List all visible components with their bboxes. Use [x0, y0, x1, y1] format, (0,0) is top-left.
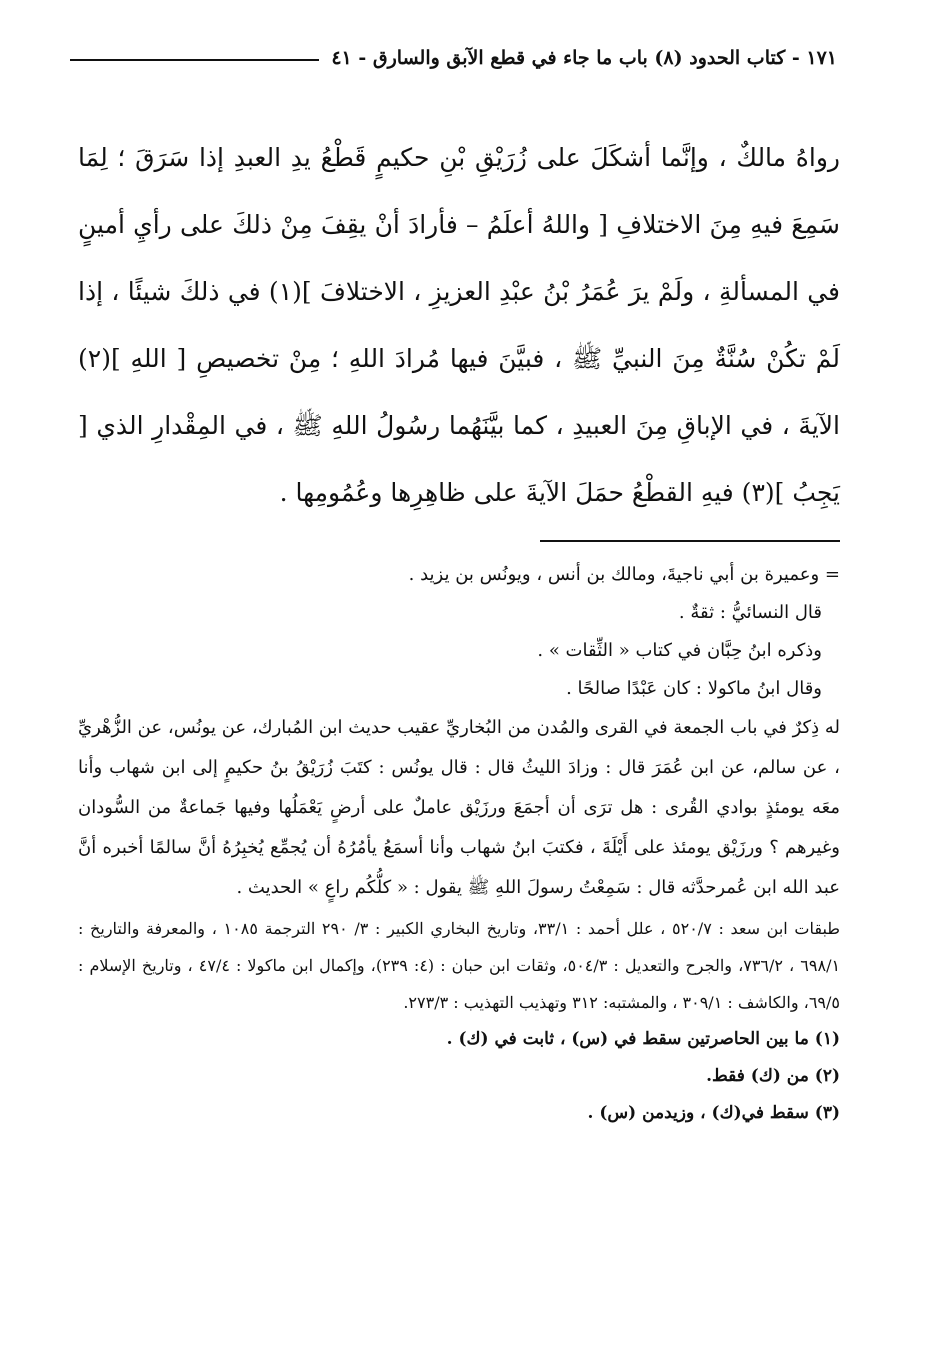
footnote-1: (١) ما بين الحاصرتين سقط في (س) ، ثابت في (ك) . — [446, 1029, 840, 1049]
running-header — [70, 38, 837, 78]
main-text-block — [78, 124, 840, 526]
note-line: = وعميرة بن أبي ناجيةَ، ومالك بن أنس ، ويونُس بن يزيد . — [408, 564, 840, 585]
footnote-3: (٣) سقط في(ك) ، وزيدمن (س) . — [587, 1103, 840, 1123]
footnote-2: (٢) من (ك) فقط. — [706, 1066, 840, 1086]
main-paragraph: رواهُ مالكٌ ، وإنَّما أشكَلَ على زُرَيْقِ بْنِ حكيمٍ قَطْعُ يدِ العبدِ إذا سَرَقَ ؛ لِمَا سَمِعَ فيهِ مِنَ الاختلافِ [ واللهُ أعلَمُ – فأرادَ أنْ يقِفَ مِنْ ذلكَ على رأيِ أمينٍ في المسألةِ ، ولَمْ يرَ عُمَرُ بْنُ عبْدِ العزيزِ ، الاختلافَ ](١) في ذلكَ شيئًا ، إذا لَمْ تكُنْ سُنَّةٌ مِنَ النبيِّ ﷺ ، فبيَّنَ فيها مُرادَ اللهِ ؛ مِنْ تخصيصِ [ اللهِ ](٢) الآيةَ ، في الإباقِ مِنَ العبيدِ ، كما بيَّنَهُما رسُولُ اللهِ ﷺ ، في المِقْدارِ الذي [ يَجِبُ ](٣) فيهِ القطْعُ حمَلَ الآيةَ على ظاهِرِها وعُمُومِها . — [78, 143, 840, 507]
note-line: وقال ابنُ ماكولا : كان عَبْدًا صالحًا . — [566, 678, 822, 699]
header-rule — [70, 59, 319, 61]
footnote-separator — [540, 540, 840, 542]
notes-block — [78, 556, 840, 1132]
references-paragraph: طبقات ابن سعد : ٥٢٠/٧ ، علل أحمد : ٣٣/١، وتاريخ البخاري الكبير : ٣/ ٢٩٠ الترجمة ١٠٨٥ ، والمعرفة والتاريخ : ٦٩٨/١ ، ٧٣٦/٢، والجرح والتعديل : ٥٠٤/٣، وثقات ابن حبان : (٤: ٢٣٩)، وإكمال ابن ماكولا : ٤٧/٤ ، وتاريخ الإسلام : ٦٩/٥، والكاشف : ٣٠٩/١ ، والمشتبه: ٣١٢ وتهذيب التهذيب : ٢٧٣/٣. — [78, 919, 841, 1012]
note-paragraph: له ذِكرٌ في باب الجمعة في القرى والمُدن من البُخاريِّ عقيب حديث ابن المُبارك، عن يونُس، عن الزُّهْريِّ ، عن سالم، عن ابن عُمَرَ قال : وزادَ الليثُ قال : قال يونُس : كتَبَ زُرَيْقُ بنُ حكيمٍ إلى ابن شهاب وأنا معَه يومئذٍ بوادي القُرى : هل ترَى أن أجمَعَ ورزَيْق عاملٌ على أرضٍ يَعْمَلُها وفيها جَماعةٌ من السُّودان وغيرهم ؟ ورزَيْق يومئذ على أَيْلَةَ ، فكتبَ ابنُ شهاب وأنا أسمَعُ يأمُرُهُ أن يُجمِّع يُخبِرُهُ أنَّ سالمًا أخبره أنَّ عبد الله ابن عُمرحدَّثه قال : سَمِعْتُ رسولَ اللهِ ﷺ يقول : « كلُّكُم راعٍ » الحديث . — [78, 717, 840, 898]
note-line: وذكره ابنُ حِبَّان في كتاب « الثِّقات » . — [537, 640, 822, 661]
header-title: ١٧١ - كتاب الحدود (٨) باب ما جاء في قطع الآبق والسارق - ٤١ — [331, 47, 837, 69]
note-line: قال النسائيُّ : ثقةٌ . — [678, 602, 822, 623]
